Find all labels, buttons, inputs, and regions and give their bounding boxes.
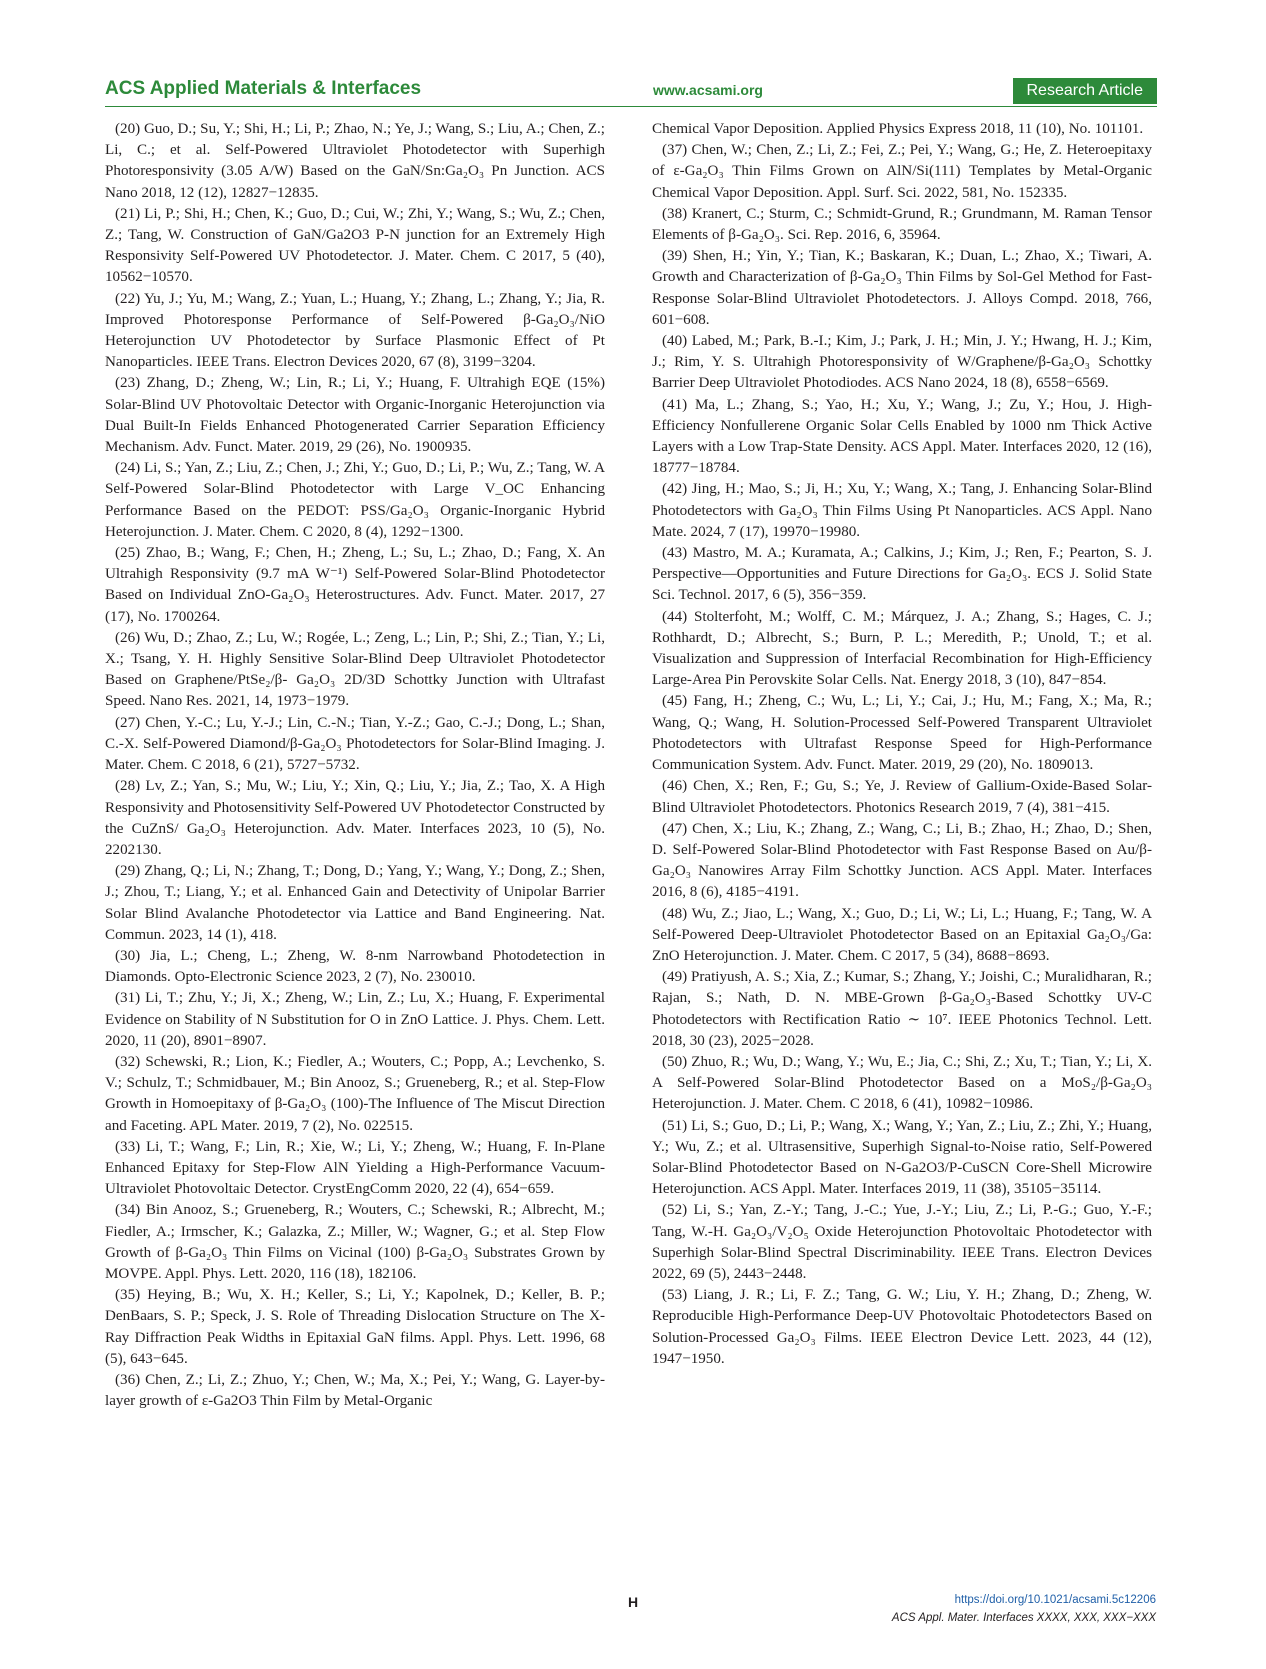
references-right-column	[652, 119, 1152, 1370]
reference-entry: (40) Labed, M.; Park, B.-I.; Kim, J.; Park, J. H.; Min, J. Y.; Hwang, H. J.; Kim, J.; Rim, Y. S. Ultrahigh Photoresponsivity of W/Graphene/β-Ga₂O₃ Schottky Barrier Deep Ultraviolet Photodiodes. ACS Nano 2024, 18 (8), 6558−6569.	[652, 333, 1152, 392]
reference-entry: (49) Pratiyush, A. S.; Xia, Z.; Kumar, S.; Zhang, Y.; Joishi, C.; Muralidharan, R.; Rajan, S.; Nath, D. N. MBE-Grown β-Ga₂O₃-Based Schottky UV-C Photodetectors with Rectification Ratio ∼ 10⁷. IEEE Photonics Technol. Lett. 2018, 30 (23), 2025−2028.	[652, 969, 1152, 1049]
reference-entry: (51) Li, S.; Guo, D.; Li, P.; Wang, X.; Wang, Y.; Yan, Z.; Liu, Z.; Zhi, Y.; Huang, Y.; Wu, Z.; et al. Ultrasensitive, Superhigh Signal-to-Noise ratio, Self-Powered Solar-Blind Photodetector Based on N-Ga2O3/P-CuSCN Core-Shell Microwire Heterojunction. ACS Appl. Mater. Interfaces 2019, 11 (38), 35105−35114.	[652, 1117, 1152, 1198]
reference-entry: (21) Li, P.; Shi, H.; Chen, K.; Guo, D.; Cui, W.; Zhi, Y.; Wang, S.; Wu, Z.; Chen, Z.; Tang, W. Construction of GaN/Ga2O3 P-N junction for an Extremely High Responsivity Self-Powered UV Photodetector. J. Mater. Chem. C 2017, 5 (40), 10562−10570.	[105, 205, 605, 286]
reference-entry: (33) Li, T.; Wang, F.; Lin, R.; Xie, W.; Li, Y.; Zheng, W.; Huang, F. In-Plane Enhanced Epitaxy for Step-Flow AlN Yielding a High-Performance Vacuum-Ultraviolet Photovoltaic Detector. CrystEngComm 2020, 22 (4), 654−659.	[105, 1138, 605, 1198]
references-left-column	[105, 119, 605, 1412]
article-type-badge: Research Article	[1013, 78, 1158, 104]
reference-entry: (44) Stolterfoht, M.; Wolff, C. M.; Márquez, J. A.; Zhang, S.; Hages, C. J.; Rothhardt, D.; Albrecht, S.; Burn, P. L.; Meredith, P.; Unold, T.; et al. Visualization and Suppression of Interfacial Recombination for High-Efficiency Large-Area Pin Perovskite Solar Cells. Nat. Energy 2018, 3 (10), 847−854.	[652, 608, 1152, 689]
reference-entry: (28) Lv, Z.; Yan, S.; Mu, W.; Liu, Y.; Xin, Q.; Liu, Y.; Jia, Z.; Tao, X. A High Responsivity and Photosensitivity Self-Powered UV Photodetector Constructed by the CuZnS/ Ga₂O₃ Heterojunction. Adv. Mater. Interfaces 2023, 10 (5), No. 2202130.	[105, 778, 605, 858]
reference-entry: (37) Chen, W.; Chen, Z.; Li, Z.; Fei, Z.; Pei, Y.; Wang, G.; He, Z. Heteroepitaxy of ε-Ga₂O₃ Thin Films Grown on AlN/Si(111) Templates by Metal-Organic Chemical Vapor Deposition. Appl. Surf. Sci. 2022, 581, No. 152335.	[652, 142, 1152, 201]
reference-entry: (43) Mastro, M. A.; Kuramata, A.; Calkins, J.; Kim, J.; Ren, F.; Pearton, S. J. Perspective—Opportunities and Future Directions for Ga₂O₃. ECS J. Solid State Sci. Technol. 2017, 6 (5), 356−359.	[652, 545, 1152, 604]
reference-entry: (20) Guo, D.; Su, Y.; Shi, H.; Li, P.; Zhao, N.; Ye, J.; Wang, S.; Liu, A.; Chen, Z.; Li, C.; et al. Self-Powered Ultraviolet Photodetector with Superhigh Photoresponsivity (3.05 A/W) Based on the GaN/Sn:Ga₂O₃ Pn Junction. ACS Nano 2018, 12 (12), 12827−12835.	[105, 121, 605, 201]
reference-entry: (34) Bin Anooz, S.; Grueneberg, R.; Wouters, C.; Schewski, R.; Albrecht, M.; Fiedler, A.; Irmscher, K.; Galazka, Z.; Miller, W.; Wagner, G.; et al. Step Flow Growth of β-Ga₂O₃ Thin Films on Vicinal (100) β-Ga₂O₃ Substrates Grown by MOVPE. Appl. Phys. Lett. 2020, 116 (18), 182106.	[105, 1202, 605, 1282]
reference-entry: (30) Jia, L.; Cheng, L.; Zheng, W. 8-nm Narrowband Photodetection in Diamonds. Opto-Electronic Science 2023, 2 (7), No. 230010.	[105, 947, 605, 986]
journal-citation: ACS Appl. Mater. Interfaces XXXX, XXX, XXX−XXX	[891, 1612, 1156, 1624]
reference-entry: (36) Chen, Z.; Li, Z.; Zhuo, Y.; Chen, W.; Ma, X.; Pei, Y.; Wang, G. Layer-by-layer growth of ε-Ga2O3 Thin Film by Metal-Organic	[105, 1371, 605, 1410]
reference-entry: (50) Zhuo, R.; Wu, D.; Wang, Y.; Wu, E.; Jia, C.; Shi, Z.; Xu, T.; Tian, Y.; Li, X. A Self-Powered Solar-Blind Photodetector Based on a MoS₂/β-Ga₂O₃ Heterojunction. J. Mater. Chem. C 2018, 6 (41), 10982−10986.	[652, 1053, 1152, 1113]
reference-entry: (23) Zhang, D.; Zheng, W.; Lin, R.; Li, Y.; Huang, F. Ultrahigh EQE (15%) Solar-Blind UV Photovoltaic Detector with Organic-Inorganic Heterojunction via Dual Built-In Fields Enhanced Photogenerated Carrier Separation Efficiency Mechanism. Adv. Funct. Mater. 2019, 29 (26), No. 1900935.	[105, 375, 605, 456]
reference-entry: (38) Kranert, C.; Sturm, C.; Schmidt-Grund, R.; Grundmann, M. Raman Tensor Elements of β-Ga₂O₃. Sci. Rep. 2016, 6, 35964.	[652, 205, 1152, 244]
reference-entry-continued: Chemical Vapor Deposition. Applied Physics Express 2018, 11 (10), No. 101101.	[652, 121, 1144, 137]
reference-entry: (53) Liang, J. R.; Li, F. Z.; Tang, G. W.; Liu, Y. H.; Zhang, D.; Zheng, W. Reproducible High-Performance Deep-UV Photovoltaic Photodetectors Based on Solution-Processed Ga₂O₃ Films. IEEE Electron Device Lett. 2023, 44 (12), 1947−1950.	[652, 1287, 1152, 1367]
reference-entry: (46) Chen, X.; Ren, F.; Gu, S.; Ye, J. Review of Gallium-Oxide-Based Solar-Blind Ultraviolet Photodetectors. Photonics Research 2019, 7 (4), 381−415.	[652, 778, 1152, 816]
reference-entry: (32) Schewski, R.; Lion, K.; Fiedler, A.; Wouters, C.; Popp, A.; Levchenko, S. V.; Schulz, T.; Schmidbauer, M.; Bin Anooz, S.; Grueneberg, R.; et al. Step-Flow Growth in Homoepitaxy of β-Ga₂O₃ (100)-The Influence of The Miscut Direction and Faceting. APL Mater. 2019, 7 (2), No. 022515.	[105, 1053, 605, 1134]
reference-entry: (22) Yu, J.; Yu, M.; Wang, Z.; Yuan, L.; Huang, Y.; Zhang, L.; Zhang, Y.; Jia, R. Improved Photoresponse Performance of Self-Powered β-Ga₂O₃/NiO Heterojunction UV Photodetector by Surface Plasmonic Effect of Pt Nanoparticles. IEEE Trans. Electron Devices 2020, 67 (8), 3199−3204.	[105, 290, 605, 371]
reference-entry: (24) Li, S.; Yan, Z.; Liu, Z.; Chen, J.; Zhi, Y.; Guo, D.; Li, P.; Wu, Z.; Tang, W. A Self-Powered Solar-Blind Photodetector with Large V_OC Enhancing Performance Based on the PEDOT: PSS/Ga₂O₃ Organic-Inorganic Hybrid Heterojunction. J. Mater. Chem. C 2020, 8 (4), 1292−1300.	[105, 460, 605, 540]
reference-entry: (48) Wu, Z.; Jiao, L.; Wang, X.; Guo, D.; Li, W.; Li, L.; Huang, F.; Tang, W. A Self-Powered Deep-Ultraviolet Photodetector Based on an Epitaxial Ga₂O₃/Ga: ZnO Heterojunction. J. Mater. Chem. C 2017, 5 (34), 8688−8693.	[652, 905, 1152, 964]
reference-entry: (29) Zhang, Q.; Li, N.; Zhang, T.; Dong, D.; Yang, Y.; Wang, Y.; Dong, Z.; Shen, J.; Zhou, T.; Liang, Y.; et al. Enhanced Gain and Detectivity of Unipolar Barrier Solar Blind Avalanche Photodetector via Lattice and Band Engineering. Nat. Commun. 2023, 14 (1), 418.	[105, 863, 605, 943]
reference-entry: (41) Ma, L.; Zhang, S.; Yao, H.; Xu, Y.; Wang, J.; Zu, Y.; Hou, J. High-Efficiency Nonfullerene Organic Solar Cells Enabled by 1000 nm Thick Active Layers with a Low Trap-State Density. ACS Appl. Mater. Interfaces 2020, 12 (16), 18777−18784.	[652, 396, 1152, 477]
reference-entry: (39) Shen, H.; Yin, Y.; Tian, K.; Baskaran, K.; Duan, L.; Zhao, X.; Tiwari, A. Growth and Characterization of β-Ga₂O₃ Thin Films by Sol-Gel Method for Fast-Response Solar-Blind Ultraviolet Photodetectors. J. Alloys Compd. 2018, 766, 601−608.	[652, 248, 1152, 328]
reference-entry: (47) Chen, X.; Liu, K.; Zhang, Z.; Wang, C.; Li, B.; Zhao, H.; Zhao, D.; Shen, D. Self-Powered Solar-Blind Photodetector with Fast Response Based on Au/β-Ga₂O₃ Nanowires Array Film Schottky Junction. ACS Appl. Mater. Interfaces 2016, 8 (6), 4185−4191.	[652, 820, 1152, 901]
reference-entry: (52) Li, S.; Yan, Z.-Y.; Tang, J.-C.; Yue, J.-Y.; Liu, Z.; Li, P.-G.; Guo, Y.-F.; Tang, W.-H. Ga₂O₃/V₂O₅ Oxide Heterojunction Photovoltaic Photodetector with Superhigh Solar-Blind Spectral Discriminability. IEEE Trans. Electron Devices 2022, 69 (5), 2443−2448.	[652, 1202, 1152, 1282]
page-header	[105, 78, 1157, 106]
reference-entry: (26) Wu, D.; Zhao, Z.; Lu, W.; Rogée, L.; Zeng, L.; Lin, P.; Shi, Z.; Tian, Y.; Li, X.; Tsang, Y. H. Highly Sensitive Solar-Blind Deep Ultraviolet Photodetector Based on Graphene/PtSe₂/β- Ga₂O₃ 2D/3D Schottky Junction with Ultrafast Speed. Nano Res. 2021, 14, 1973−1979.	[105, 629, 605, 710]
reference-entry: (35) Heying, B.; Wu, X. H.; Keller, S.; Li, Y.; Kapolnek, D.; Keller, B. P.; DenBaars, S. P.; Speck, J. S. Role of Threading Dislocation Structure on The X-Ray Diffraction Peak Widths in Epitaxial GaN films. Appl. Phys. Lett. 1996, 68 (5), 643−645.	[105, 1287, 605, 1367]
reference-entry: (42) Jing, H.; Mao, S.; Ji, H.; Xu, Y.; Wang, X.; Tang, J. Enhancing Solar-Blind Photodetectors with Ga₂O₃ Thin Films Using Pt Nanoparticles. ACS Appl. Nano Mate. 2024, 7 (17), 19970−19980.	[652, 481, 1152, 540]
journal-url-link[interactable]: www.acsami.org	[653, 82, 763, 98]
journal-name: ACS Applied Materials & Interfaces	[105, 78, 422, 99]
reference-entry: (25) Zhao, B.; Wang, F.; Chen, H.; Zheng, L.; Su, L.; Zhao, D.; Fang, X. An Ultrahigh Responsivity (9.7 mA W⁻¹) Self-Powered Solar-Blind Photodetector Based on Individual ZnO-Ga₂O₃ Heterostructures. Adv. Funct. Mater. 2017, 27 (17), No. 1700264.	[105, 545, 605, 625]
reference-entry: (27) Chen, Y.-C.; Lu, Y.-J.; Lin, C.-N.; Tian, Y.-Z.; Gao, C.-J.; Dong, L.; Shan, C.-X. Self-Powered Diamond/β-Ga₂O₃ Photodetectors for Solar-Blind Imaging. J. Mater. Chem. C 2018, 6 (21), 5727−5732.	[105, 714, 605, 774]
header-divider	[105, 106, 1157, 107]
page-number: H	[627, 1594, 639, 1610]
reference-entry: (45) Fang, H.; Zheng, C.; Wu, L.; Li, Y.; Cai, J.; Hu, M.; Fang, X.; Ma, R.; Wang, Q.; Wang, H. Solution-Processed Self-Powered Transparent Ultraviolet Photodetectors with Ultrafast Response Speed for High-Performance Communication System. Adv. Funct. Mater. 2019, 29 (20), No. 1809013.	[652, 693, 1152, 774]
reference-entry: (31) Li, T.; Zhu, Y.; Ji, X.; Zheng, W.; Lin, Z.; Lu, X.; Huang, F. Experimental Evidence on Stability of N Substitution for O in ZnO Lattice. J. Phys. Chem. Lett. 2020, 11 (20), 8901−8907.	[105, 990, 605, 1049]
doi-link[interactable]: https://doi.org/10.1021/acsami.5c12206	[954, 1594, 1156, 1606]
